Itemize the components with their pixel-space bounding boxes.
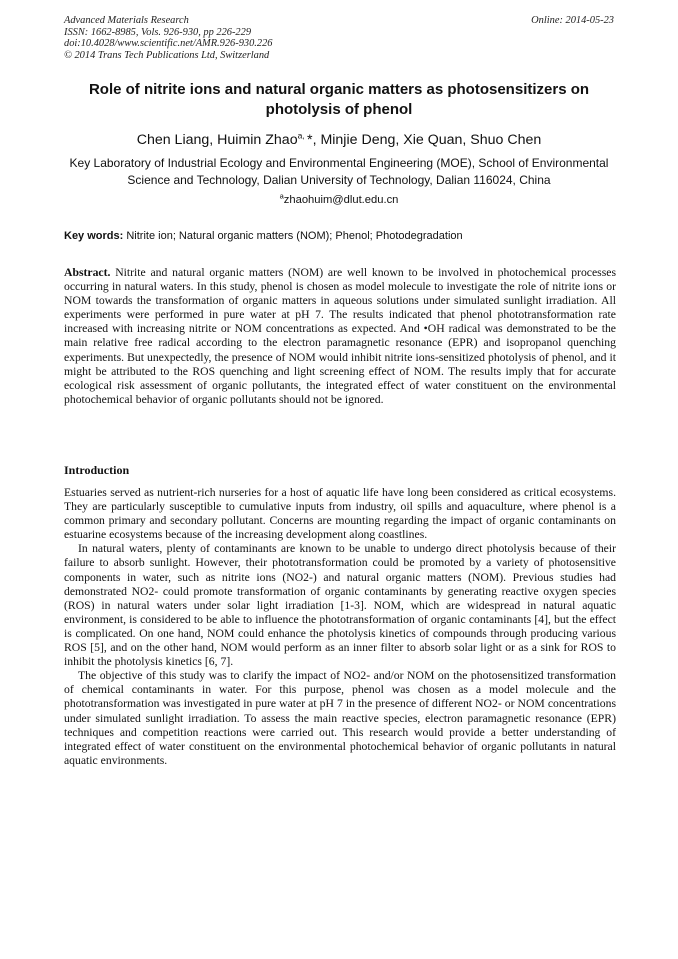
online-date: Online: 2014-05-23 <box>531 15 614 26</box>
abstract-label: Abstract. <box>64 266 111 279</box>
doi-link[interactable]: doi:10.4028/www.scientific.net/AMR.926-930.226 <box>64 38 273 49</box>
abstract-text: Nitrite and natural organic matters (NOM) are well known to be involved in photochemical processes occurring in natural waters. In this study, phenol is chosen as model molecule to investigate the role of nitrite ions or NOM towards the transformation of organic matters in aqueous solutions under simulated sunlight irradiation. All experiments were performed in pure water at pH 7. The results indicated that phenol phototransformation rate increased with increasing nitrite or NOM concentrations as expected. And •OH radical was demonstrated to be the main relative free radical according to the electron paramagnetic resonance (EPR) and isopropanol quenching experiments. But unexpectedly, the presence of NOM would inhibit nitrite ions-sensitized photolysis of phenol, and it might be attributed to the ROS quenching and light screening effect of NOM. The results imply that for accurate ecological risk assessment of organic pollutants, the integrated effect of water constituent on the environmental photochemical behavior of organic pollutants should not be ignored. <box>64 266 616 406</box>
affiliation: Key Laboratory of Industrial Ecology and Environmental Engineering (MOE), School of Environmental Science and Technology, Dalian University of Technology, Dalian 116024, China <box>69 156 609 187</box>
intro-paragraph: The objective of this study was to clarify the impact of NO2- and/or NOM on the photosensitized transformation of chemical contaminants in water. For this purpose, phenol was chosen as a model molecule and the phototransformation was investigated in pure water at pH 7 in the presence of different NO2- or NOM concentrations under simulated sunlight irradiation. To assess the main reactive species, electron paramagnetic resonance (EPR) techniques and competition reactions were carried out. This research would provide a better understanding of integrated effect of water constituent on the environmental photochemical behavior of organic pollutants in natural aquatic environments. <box>64 669 616 767</box>
journal-header <box>64 15 272 61</box>
author-affiliation-mark: a, <box>297 130 308 141</box>
authors-text: Chen Liang, Huimin Zhao <box>136 132 298 148</box>
intro-paragraph: In natural waters, plenty of contaminants are known to be unable to undergo direct photolysis because of their failure to absorb sunlight. However, their phototransformation could be promoted by a variety of photosensitive components in water, such as nitrite ions (NO2-) and natural organic matters (NOM). Previous studies had demonstrated NO2- could promote transformation of organic contaminants by generating reactive oxygen species (ROS) in natural waters under solar light irradiation [1-3]. NOM, which are widespread in natural aquatic environment, is considered to be able to influence the phototransformation of organic contaminants [4], but the effect is complicated. On one hand, NOM could enhance the photolysis kinetics of compounds through producing various ROS [5], and on the other hand, NOM would perform as an inner filter to absorb solar light or as a sink for ROS to inhibit the photolysis kinetics [6, 7]. <box>64 542 616 669</box>
abstract <box>64 266 616 407</box>
email-affiliation-mark: a <box>279 191 284 201</box>
keywords <box>64 229 616 244</box>
author-list <box>64 130 614 150</box>
authors-text-rest: *, Minjie Deng, Xie Quan, Shuo Chen <box>307 132 542 148</box>
corresponding-email <box>64 192 614 208</box>
section-heading-introduction: Introduction <box>64 463 130 477</box>
email-link[interactable]: zhaohuim@dlut.edu.cn <box>283 194 399 206</box>
paper-title: Role of nitrite ions and natural organic matters as photosensitizers on photolysis of phenol <box>88 81 590 118</box>
introduction-body <box>64 486 616 768</box>
intro-paragraph: Estuaries served as nutrient-rich nurseries for a host of aquatic life have long been considered as critical ecosystems. They are particularly susceptible to cumulative inputs from industry, oil spills and aquaculture, where phenol is a common primary and secondary pollutant. Concerns are mounting regarding the impact of organic contaminants on estuarine ecosystems because of the increasing development along coastlines. <box>64 486 616 542</box>
issn-line: ISSN: 1662-8985, Vols. 926-930, pp 226-229 <box>64 26 252 38</box>
journal-name: Advanced Materials Research <box>64 15 189 26</box>
keywords-text: Nitrite ion; Natural organic matters (NOM); Phenol; Photodegradation <box>123 230 463 242</box>
copyright-line: © 2014 Trans Tech Publications Ltd, Switzerland <box>64 49 270 61</box>
keywords-label: Key words: <box>64 230 124 242</box>
